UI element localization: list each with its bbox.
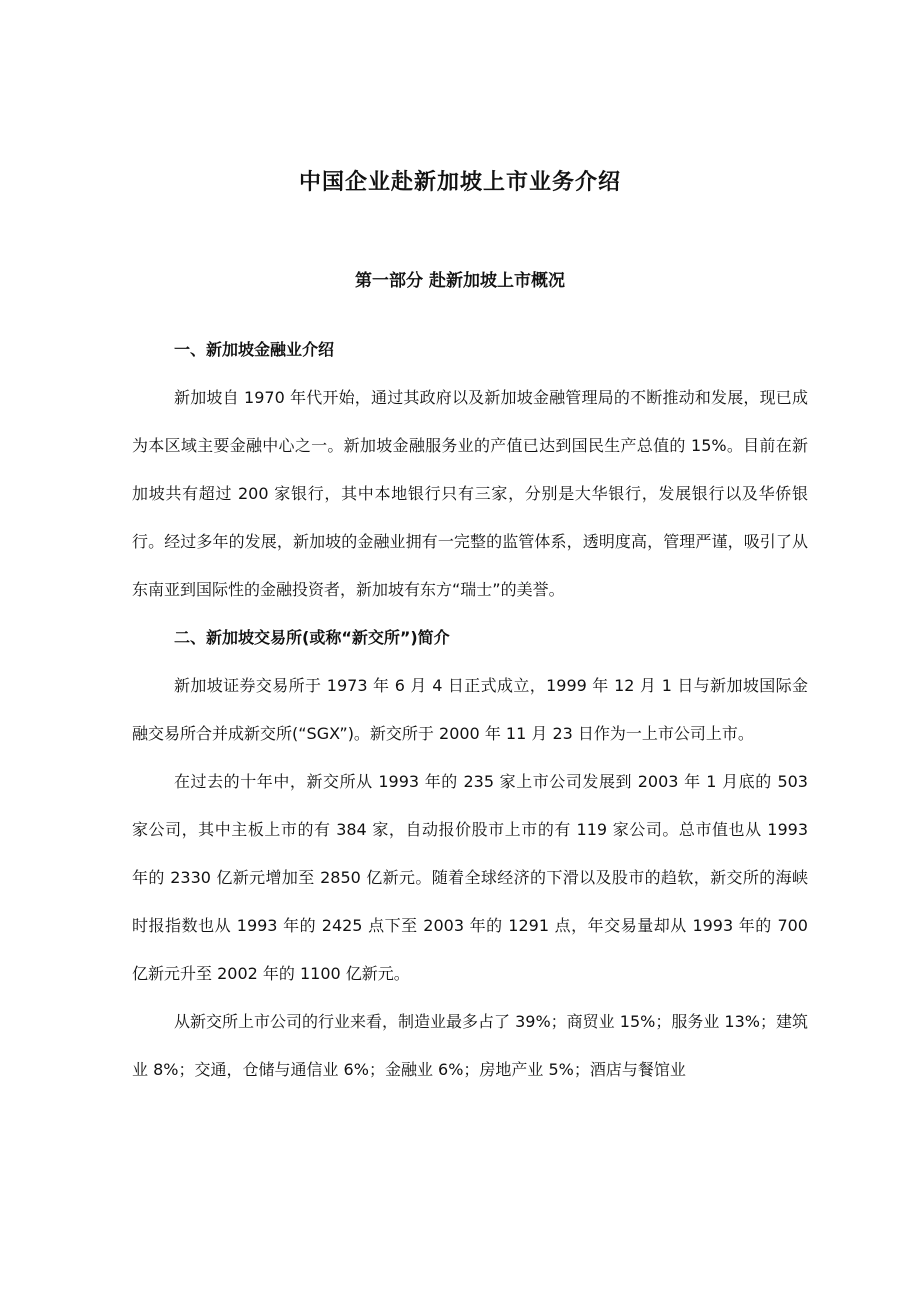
paragraph: 新加坡自 1970 年代开始，通过其政府以及新加坡金融管理局的不断推动和发展，现已成为本区域主要金融中心之一。新加坡金融服务业的产值已达到国民生产总值的 15%。目前在新加坡共有超过 200 家银行，其中本地银行只有三家，分别是大华银行，发展银行以及华侨银行。经过多年的发展，新加坡的金融业拥有一完整的监管体系，透明度高，管理严谨，吸引了从东南亚到国际性的金融投资者，新加坡有东方“瑞士”的美誉。: [132, 388, 808, 599]
paragraph: 从新交所上市公司的行业来看，制造业最多占了 39%；商贸业 15%；服务业 13%；建筑业 8%；交通，仓储与通信业 6%；金融业 6%；房地产业 5%；酒店与餐馆业: [132, 1012, 808, 1079]
document-title: 中国企业赴新加坡上市业务介绍: [298, 170, 621, 195]
document-body: [132, 326, 808, 1094]
part-title: 第一部分 赴新加坡上市概况: [355, 271, 565, 291]
section-heading: 一、新加坡金融业介绍: [174, 340, 335, 359]
paragraph: 新加坡证券交易所于 1973 年 6 月 4 日正式成立，1999 年 12 月 1 日与新加坡国际金融交易所合并成新交所(“SGX”)。新交所于 2000 年 11 月 23 日作为一上市公司上市。: [132, 676, 808, 743]
section-heading: 二、新加坡交易所(或称“新交所”)简介: [174, 628, 450, 647]
paragraph: 在过去的十年中，新交所从 1993 年的 235 家上市公司发展到 2003 年 1 月底的 503 家公司，其中主板上市的有 384 家，自动报价股市上市的有 119 家公司。总市值也从 1993 年的 2330 亿新元增加至 2850 亿新元。随着全球经济的下滑以及股市的趋软，新交所的海峡时报指数也从 1993 年的 2425 点下至 2003 年的 1291 点，年交易量却从 1993 年的 700 亿新元升至 2002 年的 1100 亿新元。: [132, 772, 808, 983]
